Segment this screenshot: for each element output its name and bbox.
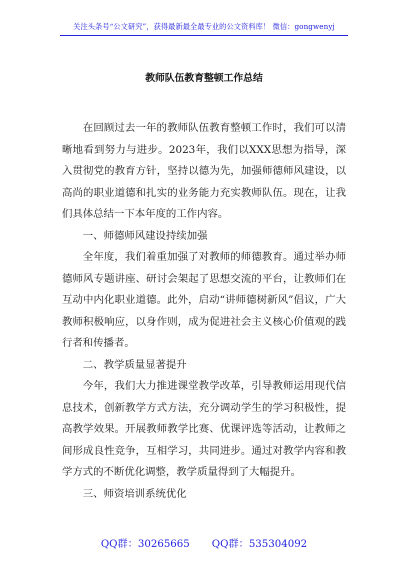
footer-contact: [0, 535, 408, 550]
footer-qq-group-2: QQ群：535304092: [211, 539, 308, 550]
header-divider: [60, 35, 348, 36]
intro-paragraph: 在回顾过去一年的教师队伍教育整顿工作时，我们可以清晰地看到努力与进步。2023年，我们以XXX思想为指导，深入贯彻党的教育方针，坚持以德为先，加强师德师风建设，以高尚的职业道德和扎实的业务能力充实教师队伍。现在，让我们具体总结一下本年度的工作内容。: [62, 122, 346, 220]
document-title: 教师队伍教育整顿工作总结: [145, 73, 263, 84]
section-heading-2: 二、教学质量显著提升: [82, 358, 187, 371]
section-heading-3: 三、师资培训系统优化: [82, 487, 187, 500]
section-heading-1: 一、师德师风建设持续加强: [82, 229, 208, 242]
section-paragraph-2: 今年，我们大力推进课堂教学改革，引导教师运用现代信息技术，创新教学方式方法，充分调动学生的学习积极性，提高教学效果。开展教师教学比赛、优课评选等活动，让教师之间形成良性竞争，互相学习，共同进步。通过对教学内容和教学方式的不断优化调整，教学质量得到了大幅提升。: [62, 380, 346, 478]
section-paragraph-1: 全年度，我们着重加强了对教师的师德教育。通过举办师德师风专题讲座、研讨会架起了思想交流的平台，让教师们在互动中内化职业道德。此外，启动“讲师德树新风”倡议，广大教师积极响应，以身作则，成为促进社会主义核心价值观的践行者和传播者。: [62, 251, 346, 349]
header-banner: 关注头条号“公文研究”，获得最新最全最专业的公文资料库！ 微信：gongwenyj: [73, 22, 335, 31]
footer-qq-group-1: QQ群：30265665: [100, 539, 190, 550]
document-body: [62, 118, 346, 505]
